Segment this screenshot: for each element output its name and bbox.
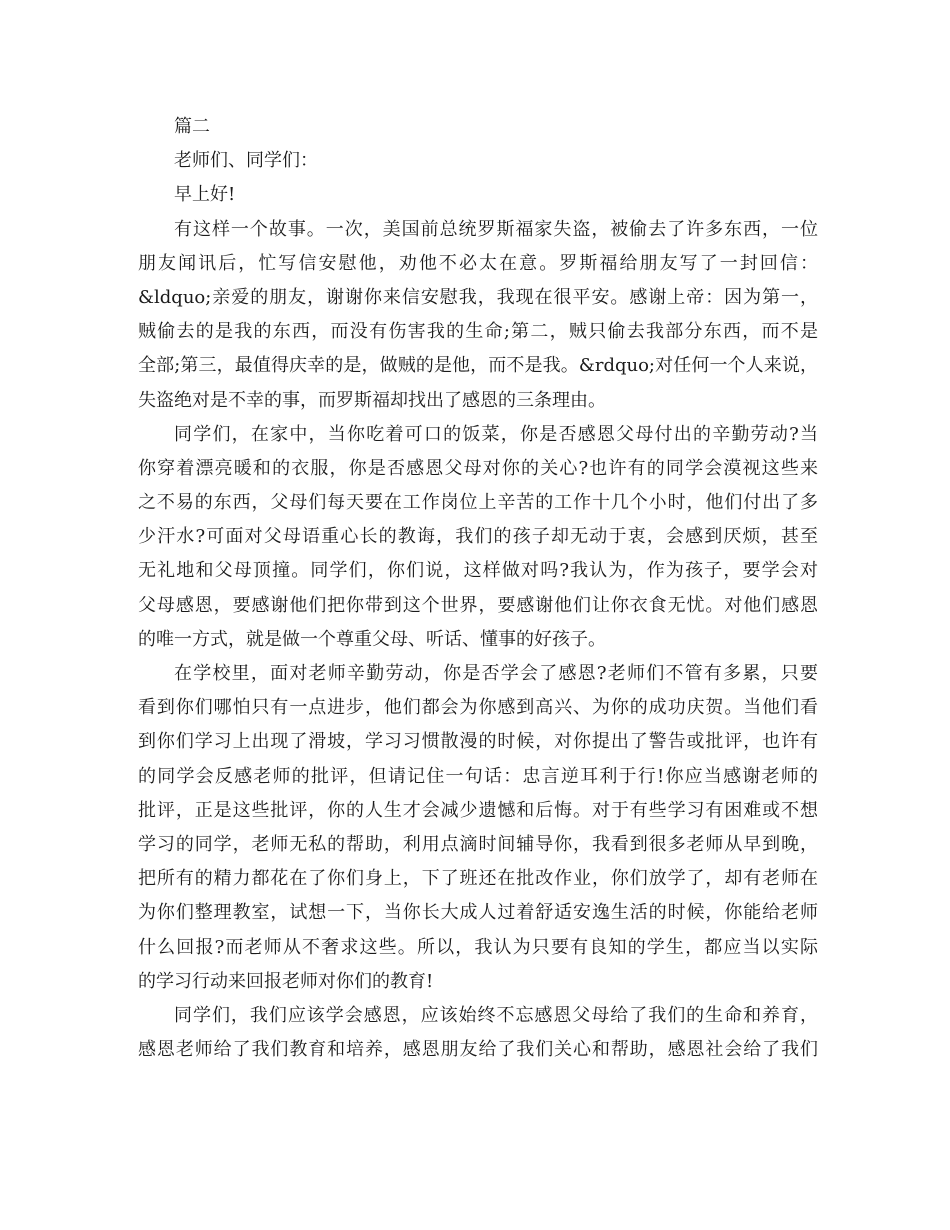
paragraph-line: &ldquo;亲爱的朋友，谢谢你来信安慰我，我现在很平安。感谢上帝：因为第一， <box>138 286 818 308</box>
greeting: 早上好! <box>174 184 236 206</box>
paragraph-line: 的唯一方式，就是做一个尊重父母、听话、懂事的好孩子。 <box>138 628 606 650</box>
paragraph-line: 无礼地和父母顶撞。同学们，你们说，这样做对吗?我认为，作为孩子，要学会对 <box>138 560 818 582</box>
paragraph-2 <box>138 418 818 657</box>
paragraph-line: 有这样一个故事。一次，美国前总统罗斯福家失盗，被偷去了许多东西，一位 <box>174 218 818 240</box>
paragraph-line: 同学们，我们应该学会感恩，应该始终不忘感恩父母给了我们的生命和养育， <box>174 1004 818 1026</box>
paragraph-line: 什么回报?而老师从不奢求这些。所以，我认为只要有良知的学生，都应当以实际 <box>138 936 818 958</box>
salutation: 老师们、同学们： <box>174 150 318 172</box>
paragraph-line: 之不易的东西，父母们每天要在工作岗位上辛苦的工作十几个小时，他们付出了多 <box>138 492 818 514</box>
paragraph-line: 看到你们哪怕只有一点进步，他们都会为你感到高兴、为你的成功庆贺。当他们看 <box>138 697 818 719</box>
paragraph-line: 感恩老师给了我们教育和培养，感恩朋友给了我们关心和帮助，感恩社会给了我们 <box>138 1039 818 1061</box>
paragraph-4 <box>138 999 818 1067</box>
paragraph-line: 贼偷去的是我的东西，而没有伤害我的生命;第二，贼只偷去我部分东西，而不是 <box>138 321 818 343</box>
paragraph-line: 为你们整理教室，试想一下，当你长大成人过着舒适安逸生活的时候，你能给老师 <box>138 902 818 924</box>
paragraph-line: 同学们，在家中，当你吃着可口的饭菜，你是否感恩父母付出的辛勤劳动?当 <box>174 423 818 445</box>
paragraph-line: 到你们学习上出现了滑坡，学习习惯散漫的时候，对你提出了警告或批评，也许有 <box>138 731 818 753</box>
paragraph-line: 你穿着漂亮暖和的衣服，你是否感恩父母对你的关心?也许有的同学会漠视这些来 <box>138 457 818 479</box>
paragraph-line: 父母感恩，要感谢他们把你带到这个世界，要感谢他们让你衣食无忧。对他们感恩 <box>138 594 818 616</box>
paragraph-3 <box>138 657 818 999</box>
paragraph-line: 在学校里，面对老师辛勤劳动，你是否学会了感恩?老师们不管有多累，只要 <box>174 663 818 684</box>
document-body <box>138 110 818 1067</box>
paragraph-line: 全部;第三，最值得庆幸的是，做贼的是他，而不是我。&rdquo;对任何一个人来说， <box>138 355 818 377</box>
paragraph-line: 的同学会反感老师的批评，但请记住一句话：忠言逆耳利于行!你应当感谢老师的 <box>138 765 818 787</box>
paragraph-line: 的学习行动来回报老师对你们的教育! <box>138 970 434 992</box>
paragraph-line: 把所有的精力都花在了你们身上，下了班还在批改作业，你们放学了，却有老师在 <box>138 868 818 890</box>
paragraph-1 <box>138 213 818 418</box>
paragraph-line: 批评，正是这些批评，你的人生才会减少遗憾和后悔。对于有些学习有困难或不想 <box>138 799 818 821</box>
paragraph-line: 少汗水?可面对父母语重心长的教诲，我们的孩子却无动于衷，会感到厌烦，甚至 <box>138 526 818 548</box>
paragraph-line: 朋友闻讯后，忙写信安慰他，劝他不必太在意。罗斯福给朋友写了一封回信： <box>138 252 818 274</box>
paragraph-line: 失盗绝对是不幸的事，而罗斯福却找出了感恩的三条理由。 <box>138 389 606 411</box>
paragraph-line: 学习的同学，老师无私的帮助，利用点滴时间辅导你，我看到很多老师从早到晚， <box>138 833 818 855</box>
document-heading: 篇二 <box>174 116 210 137</box>
